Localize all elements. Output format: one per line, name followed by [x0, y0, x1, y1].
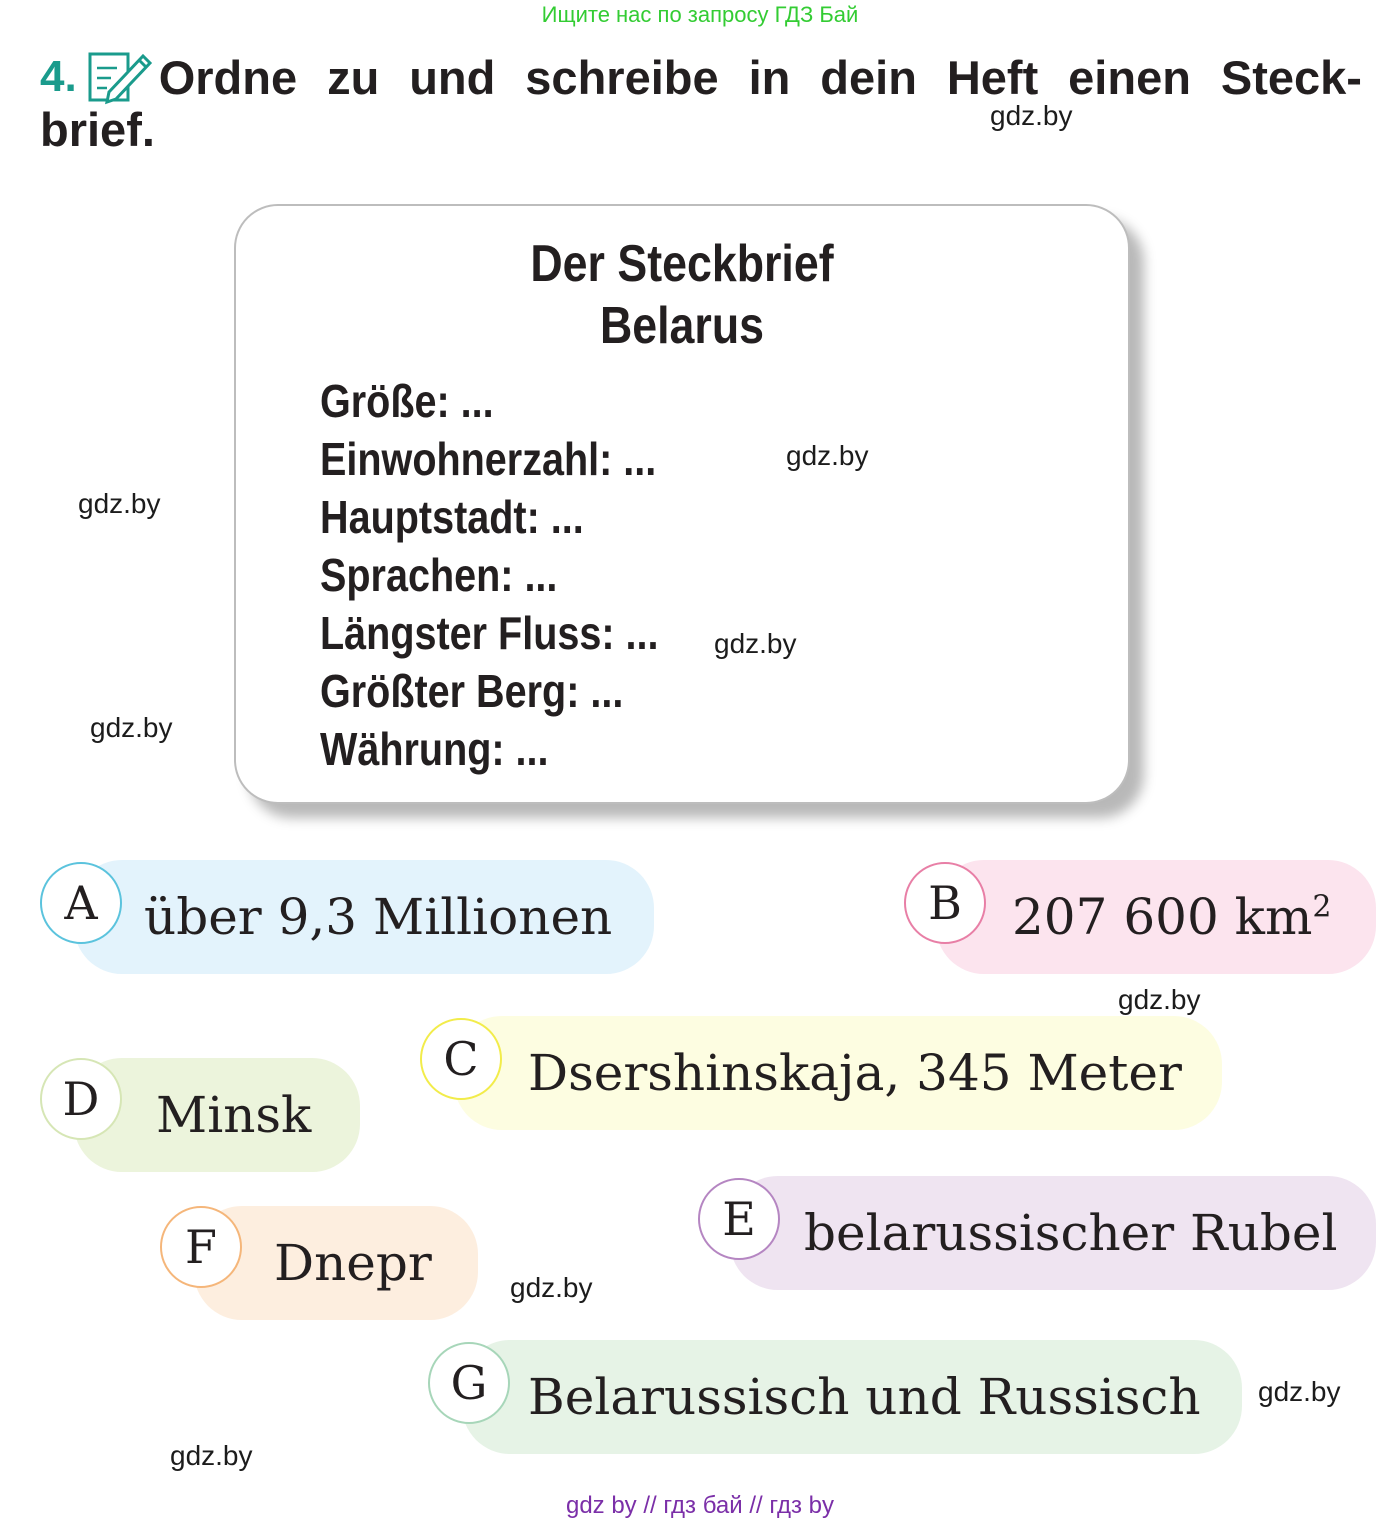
- steckbrief-card: [234, 204, 1130, 804]
- watermark: gdz.by: [90, 712, 173, 743]
- top-banner[interactable]: Ищите нас по запросу ГДЗ Бай: [541, 2, 859, 27]
- field-currency: Währung: ...: [320, 723, 549, 775]
- pencil-notebook-icon: [87, 48, 153, 106]
- answer-a-badge: A: [40, 862, 122, 944]
- answer-g-text: Belarussisch und Russisch: [528, 1368, 1201, 1426]
- task-word: und: [409, 50, 496, 104]
- task-word: zu: [327, 50, 380, 104]
- watermark: gdz.by: [1258, 1376, 1341, 1407]
- task-heading-continuation: brief.: [40, 103, 155, 156]
- answer-e-text: belarussischer Rubel: [804, 1204, 1338, 1262]
- watermark: gdz.by: [990, 100, 1073, 131]
- task-heading: [40, 42, 1362, 112]
- watermark: gdz.by: [1118, 984, 1201, 1015]
- card-subtitle: Belarus: [599, 297, 765, 355]
- field-population: Einwohnerzahl: ...: [320, 433, 657, 485]
- answer-d-badge: D: [40, 1058, 122, 1140]
- footer-links[interactable]: gdz by // гдз бай // гдз by: [565, 1492, 835, 1519]
- answer-g-card[interactable]: [462, 1340, 1242, 1454]
- answer-a-card[interactable]: [74, 860, 654, 974]
- task-word: Ordne: [158, 50, 298, 104]
- field-size: Größe: ...: [320, 375, 494, 427]
- answer-e-badge: E: [698, 1178, 780, 1260]
- answer-c-badge: C: [420, 1018, 502, 1100]
- task-word: in: [748, 50, 791, 104]
- answer-b-text: 207 600 $km^2$: [1012, 888, 1332, 946]
- field-longest-river: Längster Fluss: ...: [320, 607, 659, 659]
- answer-c-text: Dsershinskaja, 345 Meter: [528, 1044, 1182, 1102]
- answer-b-card[interactable]: [936, 860, 1376, 974]
- watermark: gdz.by: [786, 440, 869, 471]
- watermark: gdz.by: [170, 1440, 253, 1471]
- card-title: Der Steckbrief: [530, 235, 834, 293]
- watermark: gdz.by: [714, 628, 797, 659]
- watermark: gdz.by: [510, 1272, 593, 1303]
- task-word: Steck-: [1220, 50, 1362, 104]
- field-capital: Hauptstadt: ...: [320, 491, 584, 543]
- task-word: einen: [1068, 50, 1191, 104]
- answer-d-text: Minsk: [156, 1086, 312, 1144]
- task-number: 4.: [40, 52, 77, 101]
- task-word: Heft: [946, 50, 1039, 104]
- watermark: gdz.by: [78, 488, 161, 519]
- answer-f-text: Dnepr: [274, 1234, 432, 1292]
- field-highest-mountain: Größter Berg: ...: [320, 665, 624, 717]
- task-word: dein: [820, 50, 917, 104]
- field-languages: Sprachen: ...: [320, 549, 558, 601]
- answer-e-card[interactable]: [730, 1176, 1376, 1290]
- answer-a-text: über 9,3 Millionen: [144, 888, 613, 946]
- answer-g-badge: G: [428, 1342, 510, 1424]
- answer-f-badge: F: [160, 1206, 242, 1288]
- answer-c-card[interactable]: [454, 1016, 1222, 1130]
- answer-b-badge: B: [904, 862, 986, 944]
- task-word: schreibe: [525, 50, 719, 104]
